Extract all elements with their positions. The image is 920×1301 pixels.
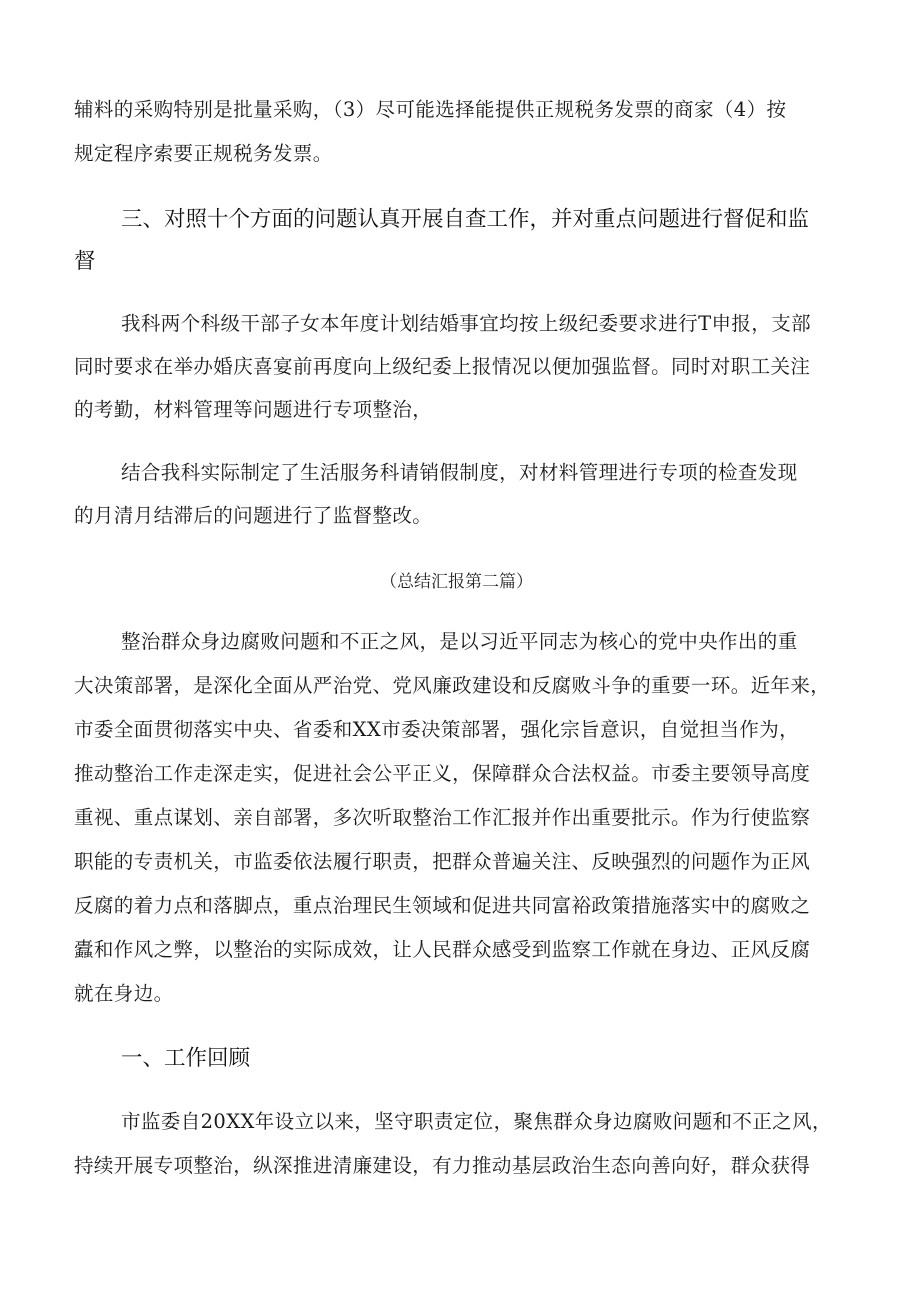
system-line-2: 的月清月结滞后的问题进行了监督整改。 [74, 504, 433, 527]
main-line-3: 市委全面贯彻落实中央、省委和XX市委决策部署，强化宗旨意识，自觉担当作为， [74, 718, 800, 741]
main-line-4: 推动整治工作走深走实，促进社会公平正义，保障群众合法权益。市委主要领导高度 [74, 762, 811, 785]
main-line-2: 大决策部署，是深化全面从严治党、党风廉政建设和反腐败斗争的重要一环。近年来， [74, 674, 831, 697]
review-line-2: 持续开展专项整治，纵深推进清廉建设，有力推动基层政治生态向善向好，群众获得 [74, 1154, 811, 1177]
check-line-1: 我科两个科级干部子女本年度计划结婚事宜均按上级纪委要求进行T申报，支部 [121, 312, 812, 335]
section-caption: （总结汇报第二篇） [380, 572, 533, 592]
section-heading-3-line-2: 督 [74, 249, 96, 274]
system-line-1: 结合我科实际制定了生活服务科请销假制度，对材料管理进行专项的检查发现 [121, 461, 798, 484]
main-line-9: 就在身边。 [74, 982, 174, 1005]
intro-line-1: 辅料的采购特别是批量采购，（3）尽可能选择能提供正规税务发票的商家（4）按 [74, 98, 787, 121]
main-line-1: 整治群众身边腐败问题和不正之风，是以习近平同志为核心的党中央作出的重 [121, 630, 798, 653]
review-line-1: 市监委自20XX年设立以来，坚守职责定位，聚焦群众身边腐败问题和不正之风， [121, 1110, 832, 1133]
intro-line-2: 规定程序索要正规税务发票。 [74, 142, 333, 165]
section-heading-3-line-1: 三、对照十个方面的问题认真开展自查工作，并对重点问题进行督促和监 [121, 207, 810, 232]
main-line-5: 重视、重点谋划、亲自部署，多次听取整治工作汇报并作出重要批示。作为行使监察 [74, 806, 811, 829]
check-line-2: 同时要求在举办婚庆喜宴前再度向上级纪委上报情况以便加强监督。同时对职工关注 [74, 355, 811, 378]
section-heading-1: 一、工作回顾 [121, 1046, 251, 1071]
main-line-8: 蠹和作风之弊，以整治的实际成效，让人民群众感受到监察工作就在身边、正风反腐 [74, 938, 811, 961]
main-line-6: 职能的专责机关，市监委依法履行职责，把群众普遍关注、反映强烈的问题作为正风 [74, 850, 811, 873]
main-line-7: 反腐的着力点和落脚点，重点治理民生领域和促进共同富裕政策措施落实中的腐败之 [74, 894, 811, 917]
check-line-3: 的考勤，材料管理等问题进行专项整治， [74, 398, 433, 421]
